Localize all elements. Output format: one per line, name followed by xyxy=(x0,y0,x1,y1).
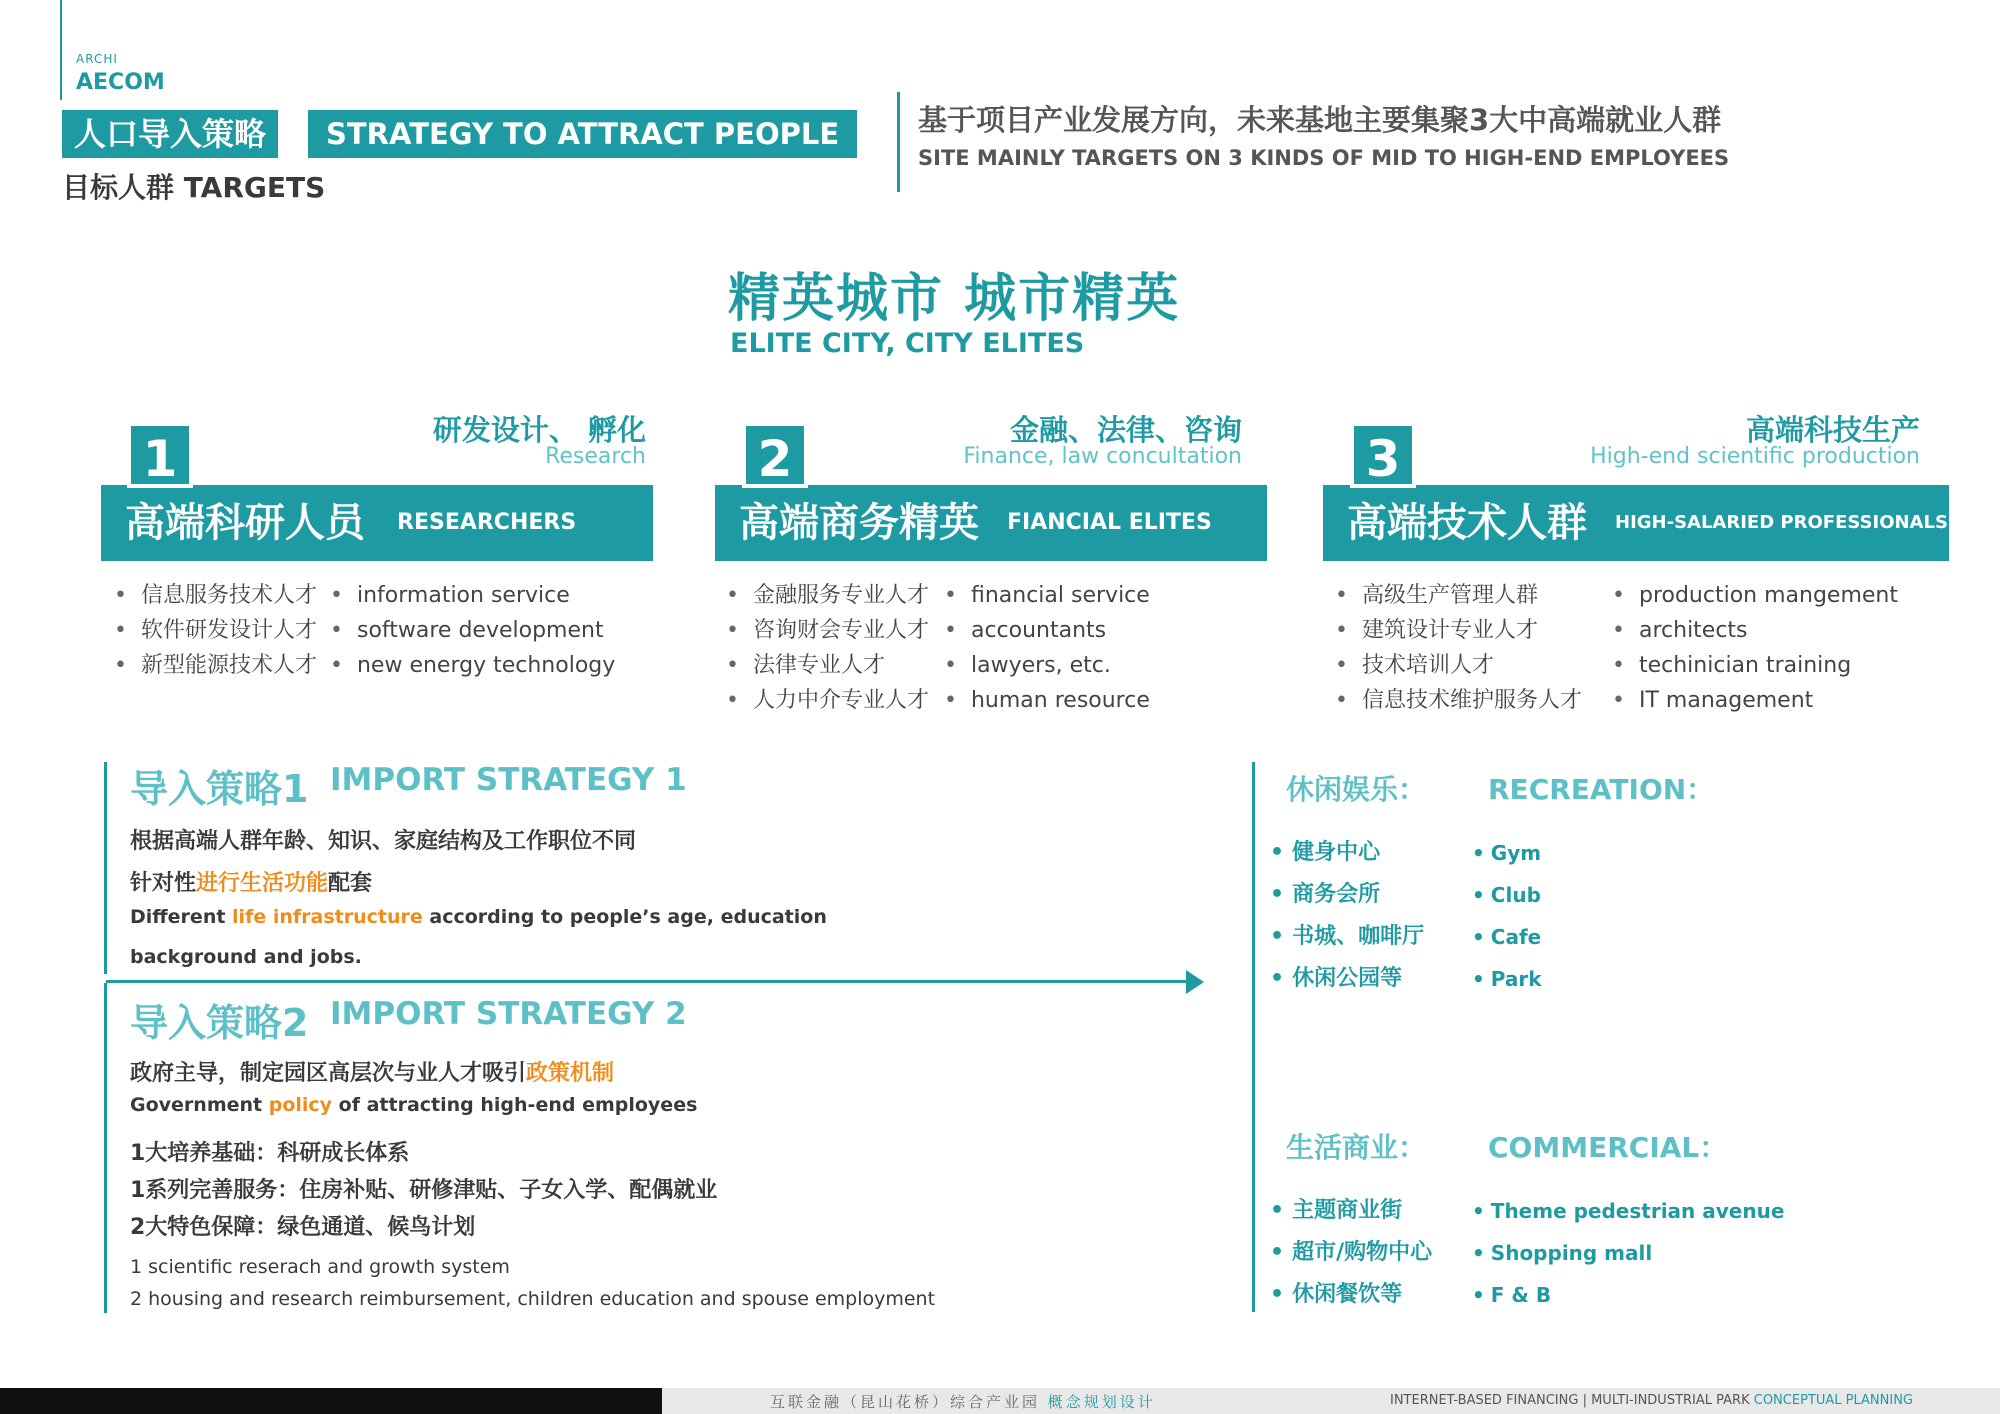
brand-rule xyxy=(60,0,62,100)
list-item: • human resource xyxy=(944,683,1150,718)
list-item: • lawyers, etc. xyxy=(944,648,1150,683)
sidebar-rule xyxy=(1252,762,1255,1312)
brand-logo: AECOM xyxy=(76,70,165,95)
recreation-list-cn xyxy=(1270,832,1424,1000)
list-item: • 商务会所 xyxy=(1270,874,1424,916)
category-3-title-cn: 高端技术人群 xyxy=(1347,500,1587,546)
list-item: • new energy technology xyxy=(330,648,615,683)
category-1-title-cn: 高端科研人员 xyxy=(125,500,365,546)
list-item: • 软件研发设计人才 xyxy=(114,613,317,648)
list-item: • 超市/购物中心 xyxy=(1270,1232,1432,1274)
header-statement-cn: 基于项目产业发展方向，未来基地主要集聚3大中高端就业人群 xyxy=(918,103,1722,137)
page-title-en: STRATEGY TO ATTRACT PEOPLE xyxy=(308,110,857,158)
list-item: • 法律专业人才 xyxy=(726,648,929,683)
list-item: • 信息技术维护服务人才 xyxy=(1335,683,1582,718)
recreation-list-en xyxy=(1472,832,1542,1000)
list-item: • 咨询财会专业人才 xyxy=(726,613,929,648)
footer-project-cn: 互联金融（昆山花桥）综合产业园 概念规划设计 xyxy=(770,1393,1156,1411)
category-1-list-cn xyxy=(114,578,317,683)
list-item: • software development xyxy=(330,613,615,648)
list-item: • 高级生产管理人群 xyxy=(1335,578,1582,613)
category-3-number: 3 xyxy=(1350,422,1416,488)
category-3-list-cn xyxy=(1335,578,1582,718)
list-item: • 信息服务技术人才 xyxy=(114,578,317,613)
strategy-2-title-cn: 导入策略2 xyxy=(130,1001,309,1045)
strategy-2-point-en: 1 scientific reserach and growth system xyxy=(130,1256,510,1278)
list-item: • F & B xyxy=(1472,1274,1784,1316)
category-3-list-en xyxy=(1612,578,1898,718)
page-subtitle: 目标人群 TARGETS xyxy=(62,171,326,204)
list-item: • 金融服务专业人才 xyxy=(726,578,929,613)
commercial-title-en: COMMERCIAL： xyxy=(1488,1131,1728,1164)
list-item: • Shopping mall xyxy=(1472,1232,1784,1274)
category-2-list-cn xyxy=(726,578,929,718)
header-divider xyxy=(897,92,900,192)
header-statement-en: SITE MAINLY TARGETS ON 3 KINDS OF MID TO HIGH-END EMPLOYEES xyxy=(918,146,1730,170)
category-2-topic-cn: 金融、法律、咨询 xyxy=(1009,413,1242,447)
list-item: • Club xyxy=(1472,874,1542,916)
list-item: • information service xyxy=(330,578,615,613)
strategy-2-rule xyxy=(104,983,107,1313)
list-item: • Cafe xyxy=(1472,916,1542,958)
list-item: • 书城、咖啡厅 xyxy=(1270,916,1424,958)
category-2-title-cn: 高端商务精英 xyxy=(739,500,979,546)
strategy-1-text-en: Different life infrastructure according to people’s age, education xyxy=(130,906,827,928)
category-2-list-en xyxy=(944,578,1150,718)
category-1-topic-cn: 研发设计、 孵化 xyxy=(432,413,646,447)
list-item: • 休闲公园等 xyxy=(1270,958,1424,1000)
commercial-list-cn xyxy=(1270,1190,1432,1316)
strategy-2-point-cn: 2大特色保障：绿色通道、候鸟计划 xyxy=(130,1215,476,1240)
category-1-bar xyxy=(101,485,653,561)
commercial-title-cn: 生活商业： xyxy=(1286,1131,1427,1164)
category-2-topic-en: Finance, law concultation xyxy=(963,444,1242,469)
headline-cn: 精英城市 城市精英 xyxy=(728,269,1181,329)
strategy-2-title-en: IMPORT STRATEGY 2 xyxy=(330,996,687,1032)
recreation-title-en: RECREATION： xyxy=(1488,773,1715,806)
strategy-2-point-en: 2 housing and research reimbursement, children education and spouse employment xyxy=(130,1288,936,1310)
list-item: • 主题商业街 xyxy=(1270,1190,1432,1232)
list-item: • 人力中介专业人才 xyxy=(726,683,929,718)
category-2-bar xyxy=(715,485,1267,561)
category-2-title-en: FIANCIAL ELITES xyxy=(1007,510,1212,535)
strategy-1-text-cn-2: 针对性进行生活功能配套 xyxy=(130,871,373,896)
strategy-2-point-cn: 1系列完善服务：住房补贴、研修津贴、子女入学、配偶就业 xyxy=(130,1178,718,1203)
strategy-1-title-en: IMPORT STRATEGY 1 xyxy=(330,762,687,798)
list-item: • Gym xyxy=(1472,832,1542,874)
category-1-number: 1 xyxy=(127,422,193,488)
category-1-title-en: RESEARCHERS xyxy=(397,510,577,535)
strategy-2-text-cn: 政府主导，制定园区高层次与业人才吸引政策机制 xyxy=(130,1061,615,1086)
list-item: • Park xyxy=(1472,958,1542,1000)
category-3-bar xyxy=(1323,485,1949,561)
list-item: • techinician training xyxy=(1612,648,1898,683)
recreation-title-cn: 休闲娱乐： xyxy=(1286,773,1427,806)
category-1-topic-en: Research xyxy=(545,444,646,469)
footer-project-en: INTERNET-BASED FINANCING | MULTI-INDUSTRIAL PARK CONCEPTUAL PLANNING xyxy=(1390,1393,1913,1408)
list-item: • accountants xyxy=(944,613,1150,648)
list-item: • financial service xyxy=(944,578,1150,613)
strategy-1-title-cn: 导入策略1 xyxy=(130,767,309,811)
strategy-1-text-cn: 根据高端人群年龄、知识、家庭结构及工作职位不同 xyxy=(130,829,637,854)
list-item: • 健身中心 xyxy=(1270,832,1424,874)
commercial-list-en xyxy=(1472,1190,1784,1316)
list-item: • architects xyxy=(1612,613,1898,648)
category-2-number: 2 xyxy=(742,422,808,488)
list-item: • 技术培训人才 xyxy=(1335,648,1582,683)
list-item: • 建筑设计专业人才 xyxy=(1335,613,1582,648)
list-item: • Theme pedestrian avenue xyxy=(1472,1190,1784,1232)
category-3-title-en: HIGH-SALARIED PROFESSIONALS xyxy=(1615,512,1948,533)
category-3-topic-cn: 高端科技生产 xyxy=(1745,413,1920,447)
list-item: • production mangement xyxy=(1612,578,1898,613)
footer-black-band xyxy=(0,1388,662,1414)
page-title-cn: 人口导入策略 xyxy=(62,110,278,158)
arrow-line xyxy=(106,980,1196,983)
list-item: • 新型能源技术人才 xyxy=(114,648,317,683)
category-3-topic-en: High-end scientific production xyxy=(1590,444,1920,469)
headline-en: ELITE CITY, CITY ELITES xyxy=(730,328,1085,359)
list-item: • 休闲餐饮等 xyxy=(1270,1274,1432,1316)
brand-tagline: ARCHI xyxy=(76,52,118,66)
strategy-2-text-en: Government policy of attracting high-end employees xyxy=(130,1094,698,1116)
category-1-list-en xyxy=(330,578,615,683)
strategy-1-text-en-2: background and jobs. xyxy=(130,946,362,968)
arrow-right-icon xyxy=(1186,970,1204,994)
strategy-1-rule xyxy=(104,762,107,974)
strategy-2-point-cn: 1大培养基础：科研成长体系 xyxy=(130,1141,410,1166)
list-item: • IT management xyxy=(1612,683,1898,718)
